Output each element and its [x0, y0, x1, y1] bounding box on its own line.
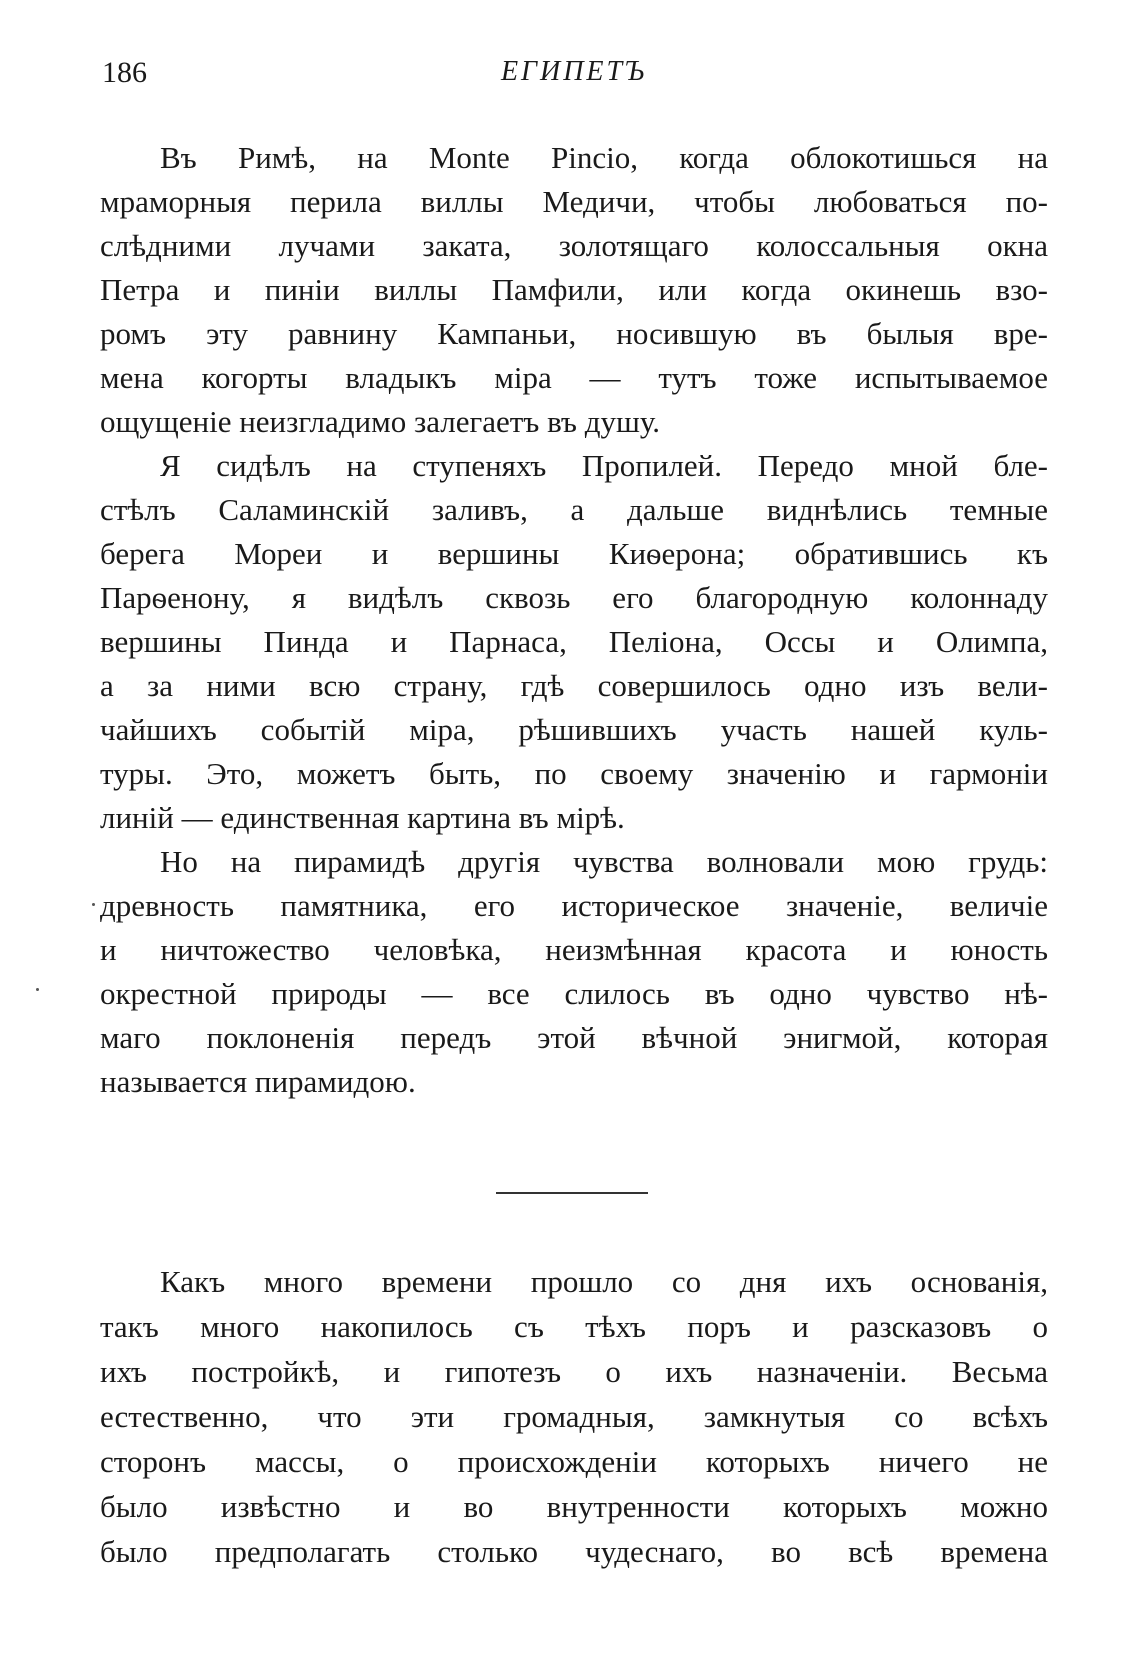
text-line: естественно, что эти громадныя, замкнутыя со всѣхъ — [100, 1399, 1048, 1434]
text-line: древность памятника, его историческое значеніе, величіе — [100, 888, 1048, 923]
text-line: ощущеніе неизгладимо залегаетъ въ душу. — [100, 404, 660, 439]
page-number: 186 — [102, 56, 147, 89]
text-line: было извѣстно и во внутренности которыхъ можно — [100, 1489, 1048, 1524]
text-line: стѣлъ Саламинскій заливъ, а дальше виднѣлись темные — [100, 492, 1048, 527]
text-line: Какъ много времени прошло со дня ихъ основанія, — [160, 1264, 1048, 1299]
text-line: мена когорты владыкъ міра — тутъ тоже испытываемое — [100, 360, 1048, 395]
text-line: слѣдними лучами заката, золотящаго колоссальныя окна — [100, 228, 1048, 263]
text-line: было предполагать столько чудеснаго, во всѣ времена — [100, 1534, 1048, 1569]
text-line: окрестной природы — все слилось въ одно чувство нѣ- — [100, 976, 1048, 1011]
text-line: линій — единственная картина въ мірѣ. — [100, 800, 625, 835]
text-line: сторонъ массы, о происхожденіи которыхъ ничего не — [100, 1444, 1048, 1479]
text-line: чайшихъ событій міра, рѣшившихъ участь нашей куль- — [100, 712, 1048, 747]
text-line: Петра и пиніи виллы Памфили, или когда окинешь взо- — [100, 272, 1048, 307]
text-line: Парѳенону, я видѣлъ сквозь его благородную колоннаду — [100, 580, 1048, 615]
text-line: Я сидѣлъ на ступеняхъ Пропилей. Передо мной бле- — [160, 448, 1048, 483]
print-speck — [36, 988, 39, 991]
text-line: ромъ эту равнину Кампаньи, носившую въ былыя вре- — [100, 316, 1048, 351]
section-separator — [496, 1192, 648, 1194]
running-title: ЕГИПЕТЪ — [500, 56, 648, 87]
print-speck — [92, 903, 95, 906]
text-line: а за ними всю страну, гдѣ совершилось одно изъ вели- — [100, 668, 1048, 703]
text-line: мраморныя перила виллы Медичи, чтобы любоваться по- — [100, 184, 1048, 219]
text-line: и ничтожество человѣка, неизмѣнная красота и юность — [100, 932, 1048, 967]
text-line: Въ Римѣ, на Monte Pincio, когда облокотишься на — [160, 140, 1048, 175]
page-header — [102, 56, 1046, 96]
text-line: Но на пирамидѣ другія чувства волновали мою грудь: — [160, 844, 1048, 879]
text-line: вершины Пинда и Парнаса, Пеліона, Оссы и Олимпа, — [100, 624, 1048, 659]
text-line: такъ много накопилось съ тѣхъ поръ и разсказовъ о — [100, 1309, 1048, 1344]
text-line: берега Мореи и вершины Киѳерона; обратившись къ — [100, 536, 1048, 571]
text-line: ихъ постройкѣ, и гипотезъ о ихъ назначеніи. Весьма — [100, 1354, 1048, 1389]
text-line: называется пирамидою. — [100, 1064, 416, 1099]
text-line: туры. Это, можетъ быть, по своему значенію и гармоніи — [100, 756, 1048, 791]
text-line: маго поклоненія передъ этой вѣчной энигмой, которая — [100, 1020, 1048, 1055]
